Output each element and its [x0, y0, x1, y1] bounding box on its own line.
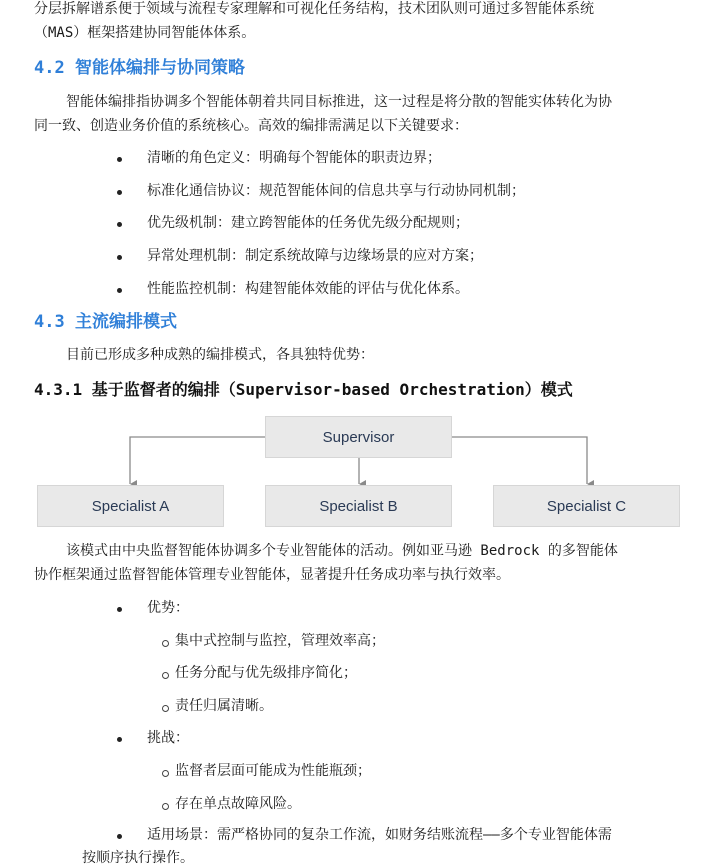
bullet-dot	[117, 737, 122, 742]
specialist-c-box: Specialist C	[493, 485, 680, 527]
sub-bullet-circle	[162, 705, 169, 712]
bullet-dot	[117, 834, 122, 839]
list-item: 清晰的角色定义：明确每个智能体的职责边界；	[147, 150, 441, 166]
sub-bullet-circle	[162, 640, 169, 647]
advantages-label: 优势：	[147, 600, 189, 616]
specialist-b-box: Specialist B	[265, 485, 452, 527]
section-4-3-1-para-line-2: 协作框架通过监督智能体管理专业智能体，显著提升任务成功率与执行效率。	[34, 567, 510, 583]
list-item: 异常处理机制：制定系统故障与边缘场景的应对方案；	[147, 248, 483, 264]
list-item: 性能监控机制：构建智能体效能的评估与优化体系。	[147, 281, 469, 297]
list-item: 存在单点故障风险。	[175, 796, 301, 812]
section-4-3-1-para-line-1: 该模式由中央监督智能体协调多个专业智能体的活动。例如亚马逊 Bedrock 的多智能体	[66, 543, 618, 559]
sub-bullet-circle	[162, 803, 169, 810]
use-case-line-1: 适用场景：需严格协同的复杂工作流，如财务结账流程——多个专业智能体需	[147, 827, 612, 843]
list-item: 集中式控制与监控，管理效率高；	[175, 633, 385, 649]
section-4-2-heading: 4.2 智能体编排与协同策略	[34, 58, 245, 78]
supervisor-box: Supervisor	[265, 416, 452, 458]
section-4-3-para: 目前已形成多种成熟的编排模式，各具独特优势：	[66, 347, 374, 363]
list-item: 监督者层面可能成为性能瓶颈；	[175, 763, 371, 779]
connector-to-specialist-c	[452, 437, 587, 484]
sub-bullet-circle	[162, 770, 169, 777]
section-4-2-para-line-1: 智能体编排指协调多个智能体朝着共同目标推进，这一过程是将分散的智能实体转化为协	[66, 94, 612, 110]
bullet-dot	[117, 607, 122, 612]
section-4-3-1-heading: 4.3.1 基于监督者的编排（Supervisor-based Orchestration）模式	[34, 380, 573, 399]
list-item: 优先级机制：建立跨智能体的任务优先级分配规则；	[147, 215, 469, 231]
challenges-label: 挑战：	[147, 730, 189, 746]
section-4-2-para-line-2: 同一致、创造业务价值的系统核心。高效的编排需满足以下关键要求：	[34, 118, 468, 134]
sub-bullet-circle	[162, 672, 169, 679]
list-item: 任务分配与优先级排序简化；	[175, 665, 357, 681]
use-case-line-2: 按顺序执行操作。	[82, 850, 194, 866]
list-item: 责任归属清晰。	[175, 698, 273, 714]
list-item: 标准化通信协议：规范智能体间的信息共享与行动协同机制；	[147, 183, 525, 199]
intro-line-2: （MAS）框架搭建协同智能体体系。	[34, 25, 256, 41]
section-4-3-heading: 4.3 主流编排模式	[34, 312, 177, 332]
specialist-a-box: Specialist A	[37, 485, 224, 527]
intro-line-1: 分层拆解谱系便于领域与流程专家理解和可视化任务结构，技术团队则可通过多智能体系统	[34, 1, 594, 17]
connector-to-specialist-a	[130, 437, 265, 484]
